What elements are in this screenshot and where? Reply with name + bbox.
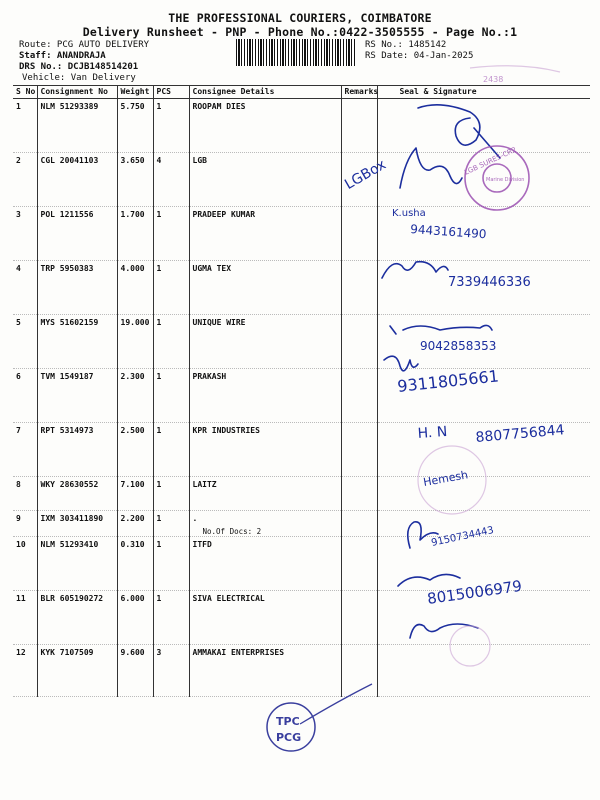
route-label: Route: PCG AUTO DELIVERY (19, 40, 150, 50)
rs-date: RS Date: 04-Jan-2025 (365, 51, 474, 61)
runsheet-subtitle: Delivery Runsheet - PNP - Phone No.:0422-3505555 - Page No.:1 (82, 25, 518, 39)
col-pcs: PCS (153, 86, 189, 99)
delivery-table (13, 85, 590, 697)
lgb-stamp-inner: Marine Division (486, 177, 525, 183)
drs-number: DRS No.: DCJB148514201 (19, 62, 139, 72)
row3-name: K.usha (392, 208, 426, 219)
row5-phone: 9042858353 (420, 339, 497, 353)
row7-name: H. N (417, 423, 448, 442)
col-seal-signature: Seal & Signature (377, 86, 590, 99)
table-row: 3 POL 1211556 1.700 1 PRADEEP KUMAR (13, 207, 590, 261)
row7-phone: 8807756844 (474, 422, 566, 446)
row11-phone: 8015006979 (426, 576, 524, 608)
table-row: 9 IXM 303411890 2.200 1 . No.Of Docs: 2 (13, 511, 590, 537)
col-consignment: Consignment No (37, 86, 117, 99)
top-stamp (470, 66, 560, 84)
row6-phone: 9311805661 (396, 366, 500, 396)
col-weight: Weight (117, 86, 153, 99)
table-row: 10 NLM 51293410 0.310 1 ITFD (13, 537, 590, 591)
footer-stamp-top: TPC (276, 715, 300, 728)
handwriting-lgbox: LGBox (342, 156, 389, 193)
table-row: 5 MYS 51602159 19.000 1 UNIQUE WIRE (13, 315, 590, 369)
footer-stamp-bottom: PCG (276, 731, 302, 744)
table-row: 11 BLR 605190272 6.000 1 SIVA ELECTRICAL (13, 591, 590, 645)
col-sno: S No (13, 86, 37, 99)
col-consignee: Consignee Details (189, 86, 341, 99)
lgb-stamp-text: LGB SURES-CR2 (463, 145, 518, 177)
table-row: 2 CGL 20041103 3.650 4 LGB (13, 153, 590, 207)
table-row: 1 NLM 51293389 5.750 1 ROOPAM DIES (13, 99, 590, 153)
col-remarks: Remarks (341, 86, 377, 99)
table-row: 6 TVM 1549187 2.300 1 PRAKASH (13, 369, 590, 423)
table-row: 8 WKY 28630552 7.100 1 LAITZ (13, 477, 590, 511)
row3-phone: 9443161490 (409, 222, 487, 242)
row8-name: Hemesh (422, 468, 470, 489)
staff-label: Staff: ANANDRAJA (19, 51, 106, 61)
consignee-dot: . (192, 514, 198, 523)
top-stamp-number: 2438 (483, 75, 504, 84)
row4-phone: 7339446336 (448, 275, 531, 290)
table-row: 4 TRP 5950383 4.000 1 UGMA TEX (13, 261, 590, 315)
table-header-row (13, 86, 590, 99)
row10-phone: 9150734443 (430, 524, 495, 549)
docs-note: No.Of Docs: 2 (202, 527, 262, 536)
rs-number: RS No.: 1485142 (365, 40, 447, 50)
barcode (236, 39, 356, 66)
table-row: 7 RPT 5314973 2.500 1 KPR INDUSTRIES (13, 423, 590, 477)
vehicle-label: Vehicle: Van Delivery (22, 73, 136, 83)
company-title: THE PROFESSIONAL COURIERS, COIMBATORE (168, 11, 432, 25)
table-row: 12 KYK 7107509 9.600 3 AMMAKAI ENTERPRISES (13, 645, 590, 697)
